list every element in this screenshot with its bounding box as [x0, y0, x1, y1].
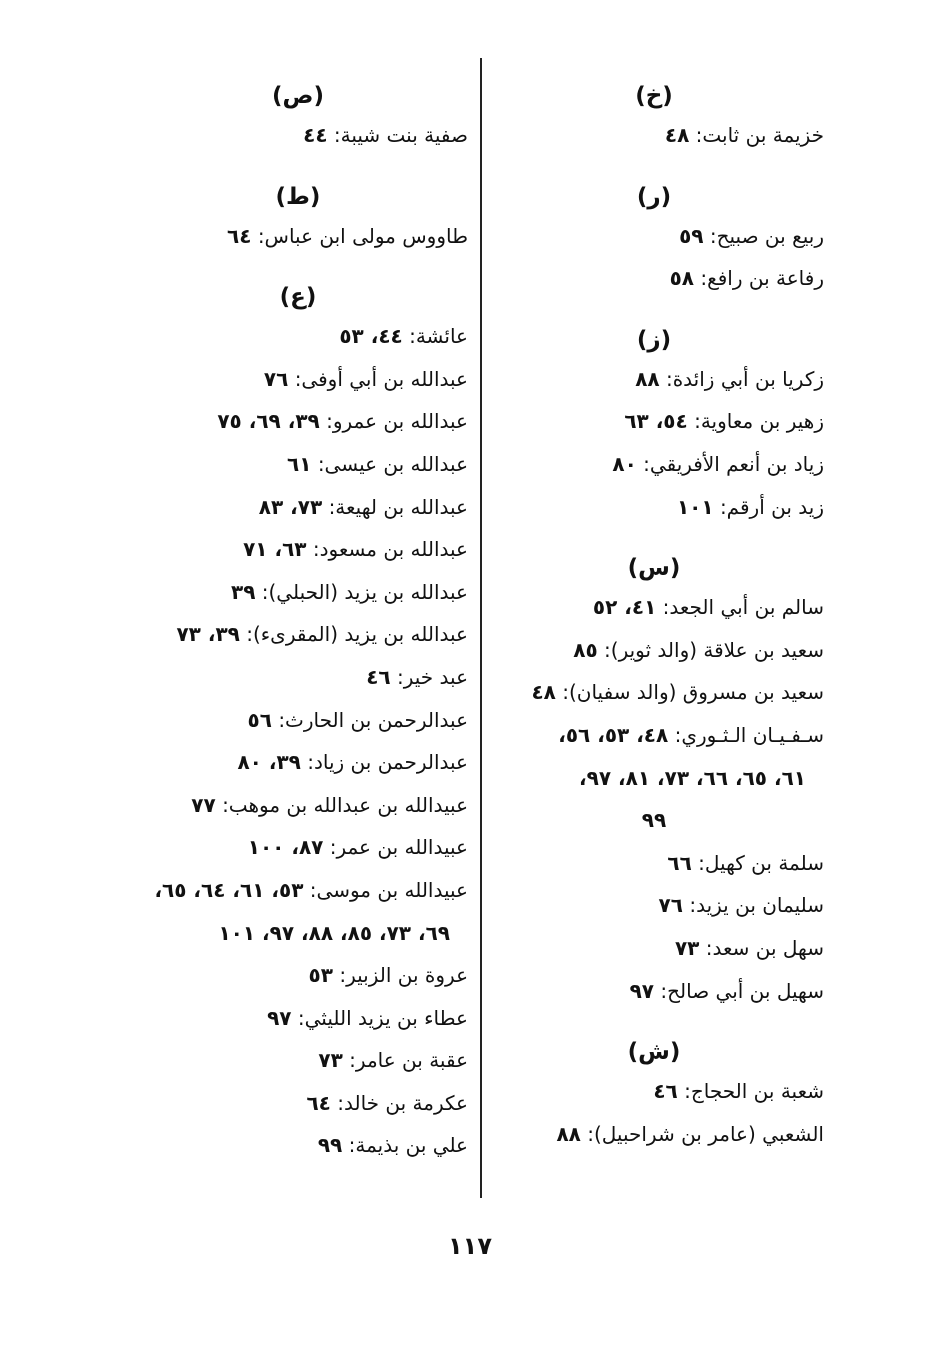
entry-pages: ٦٦	[667, 850, 692, 875]
index-entry	[128, 699, 468, 742]
index-entry	[128, 613, 468, 656]
column-divider	[480, 58, 482, 1198]
entry-pages: ٦٤	[306, 1090, 331, 1115]
entry-pages: ٥٦	[247, 707, 272, 732]
entry-pages: ٨٨	[556, 1121, 581, 1146]
entry-name: عبدالرحمن بن الحارث:	[278, 707, 468, 732]
entry-name: عبد خير:	[397, 664, 468, 689]
entry-pages: ٥٣	[308, 963, 333, 988]
entry-pages: ٥٨	[669, 266, 694, 291]
entry-pages: ٩٧	[267, 1005, 292, 1030]
page-number: ١١٧	[448, 1232, 492, 1260]
entry-pages: ٤٤، ٥٣	[339, 324, 403, 349]
index-entry	[484, 400, 824, 443]
index-entry	[484, 970, 824, 1013]
entry-pages: ٨٧، ١٠٠	[247, 835, 324, 860]
entry-name: سـفـيـان الـثـوري:	[674, 722, 824, 747]
entry-name: سعيد بن علاقة (والد ثوير):	[604, 637, 824, 662]
index-entry	[484, 884, 824, 927]
entry-name: عطاء بن يزيد الليثي:	[297, 1005, 468, 1030]
index-entry	[484, 842, 824, 885]
section-header-shin: (ش)	[627, 1039, 681, 1066]
index-entry	[128, 114, 468, 157]
entry-name: سعيد بن مسروق (والد سفيان):	[562, 680, 824, 705]
entry-name: سليمان بن يزيد:	[689, 893, 824, 918]
entry-name: زياد بن أنعم الأفريقي:	[643, 451, 824, 476]
index-entry	[128, 741, 468, 784]
entry-pages: ٥٩	[679, 223, 704, 248]
entry-name: طاووس مولى ابن عباس:	[257, 223, 468, 248]
entry-name: صفية بنت شيبة:	[333, 123, 468, 147]
index-entry	[484, 629, 824, 672]
entry-name: سلمة بن كهيل:	[698, 850, 824, 875]
index-entry	[128, 315, 468, 358]
index-entry	[128, 571, 468, 614]
entry-name: زهير بن معاوية:	[694, 409, 824, 434]
entry-pages: ٦١	[287, 451, 312, 476]
entry-pages: ٩٩	[317, 1133, 343, 1158]
entry-pages: ٨٥	[573, 637, 598, 662]
entry-name: عكرمة بن خالد:	[337, 1090, 468, 1115]
index-entry-continuation: ٩٩	[641, 808, 667, 833]
right-column	[484, 78, 824, 1155]
entry-name: خزيمة بن ثابت:	[695, 123, 824, 147]
entry-name: عبدالله بن عمرو:	[326, 409, 468, 434]
entry-pages: ٣٩	[230, 579, 256, 604]
index-entry	[484, 358, 824, 401]
section-header-sin: (س)	[627, 555, 681, 582]
left-column	[128, 78, 468, 1167]
section-header-ain: (ع)	[279, 284, 317, 311]
index-entry-continuation: ٦١، ٦٥، ٦٦، ٧٣، ٨١، ٩٧،	[579, 765, 806, 790]
entry-pages: ٧٣، ٨٣	[258, 494, 323, 519]
entry-name: عائشة:	[409, 324, 468, 349]
index-entry	[128, 784, 468, 827]
entry-name: عقبة بن عامر:	[349, 1048, 468, 1073]
entry-name: عبدالله بن يزيد (المقرىء):	[246, 622, 468, 647]
entry-pages: ٦٤	[227, 223, 252, 248]
entry-name: سهيل بن أبي صالح:	[660, 978, 824, 1003]
entry-pages: ٧٣	[674, 935, 700, 960]
index-entry	[128, 443, 468, 486]
entry-name: ربيع بن صبيح:	[709, 223, 824, 248]
entry-pages: ٦٣، ٧١	[243, 537, 307, 562]
entry-pages: ٣٩، ٦٩، ٧٥	[217, 409, 320, 434]
entry-name: عبدالله بن عيسى:	[317, 451, 468, 476]
entry-name: الشعبي (عامر بن شراحبيل):	[587, 1121, 824, 1146]
entry-name: زيد بن أرقم:	[719, 494, 824, 519]
entry-pages: ٤١، ٥٢	[592, 595, 657, 620]
entry-pages: ٤٦	[366, 664, 391, 689]
index-entry	[128, 869, 468, 912]
section-header-sad: (ص)	[272, 83, 324, 109]
index-entry	[484, 586, 824, 629]
index-entry	[128, 358, 468, 401]
entry-pages: ٤٨	[664, 123, 690, 147]
index-entry	[484, 486, 824, 529]
index-entry	[128, 486, 468, 529]
entry-pages: ٣٩، ٧٣	[176, 622, 240, 647]
index-entry-continuation: ٦٩، ٧٣، ٨٥، ٨٨، ٩٧، ١٠١	[218, 920, 450, 945]
entry-pages: ٥٣، ٦١، ٦٤، ٦٥،	[154, 877, 304, 902]
index-entry	[128, 656, 468, 699]
entry-name: علي بن بذيمة:	[348, 1133, 468, 1158]
entry-pages: ٧٦	[263, 366, 289, 391]
index-entry	[484, 671, 824, 714]
section-header-za: (ز)	[636, 326, 672, 353]
index-entry	[484, 1070, 824, 1113]
section-header-ta: (ط)	[275, 183, 321, 210]
entry-pages: ٤٨، ٥٣، ٥٦،	[558, 722, 669, 747]
entry-pages: ٥٤، ٦٣	[624, 409, 688, 434]
entry-pages: ٩٧	[629, 978, 654, 1003]
index-entry	[128, 1124, 468, 1167]
entry-name: شعبة بن الحجاج:	[684, 1079, 824, 1104]
entry-name: عبدالله بن مسعود:	[312, 537, 468, 562]
entry-name: عبدالله بن يزيد (الحبلي):	[261, 579, 468, 604]
entry-pages: ٨٠	[612, 451, 637, 476]
entry-name: رفاعة بن رافع:	[700, 266, 824, 291]
entry-name: عبيدالله بن عبدالله بن موهب:	[222, 792, 468, 817]
index-entry	[484, 114, 824, 157]
index-entry	[128, 215, 468, 258]
entry-pages: ٤٤	[303, 123, 328, 147]
index-entry	[128, 528, 468, 571]
entry-name: عبدالله بن أبي أوفى:	[294, 366, 468, 391]
index-entry	[128, 1039, 468, 1082]
entry-name: عبيدالله بن موسى:	[309, 877, 468, 902]
index-entry	[128, 826, 468, 869]
entry-name: عروة بن الزبير:	[339, 963, 468, 988]
index-entry	[128, 400, 468, 443]
index-entry	[484, 215, 824, 258]
entry-pages: ٧٣	[318, 1048, 343, 1073]
entry-pages: ٧٦	[658, 893, 683, 918]
index-entry	[128, 954, 468, 997]
entry-pages: ٧٧	[191, 792, 216, 817]
index-entry	[128, 997, 468, 1040]
index-entry	[484, 714, 824, 757]
index-entry	[484, 443, 824, 486]
entry-name: زكريا بن أبي زائدة:	[665, 366, 824, 391]
entry-name: عبيدالله بن عمر:	[329, 835, 468, 860]
index-entry	[484, 257, 824, 300]
entry-pages: ٤٨	[531, 680, 556, 705]
entry-pages: ١٠١	[676, 494, 714, 519]
section-header-kha: (خ)	[635, 83, 673, 109]
entry-pages: ٣٩، ٨٠	[237, 750, 301, 775]
index-entry	[484, 1113, 824, 1156]
entry-pages: ٨٨	[635, 366, 660, 391]
section-header-ra: (ر)	[636, 183, 672, 210]
index-entry	[484, 927, 824, 970]
entry-name: عبدالله بن لهيعة:	[328, 494, 468, 519]
entry-pages: ٤٦	[653, 1079, 678, 1104]
entry-name: سالم بن أبي الجعد:	[662, 595, 824, 620]
entry-name: عبدالرحمن بن زياد:	[307, 750, 468, 775]
index-entry	[128, 1082, 468, 1125]
entry-name: سهل بن سعد:	[705, 935, 824, 960]
